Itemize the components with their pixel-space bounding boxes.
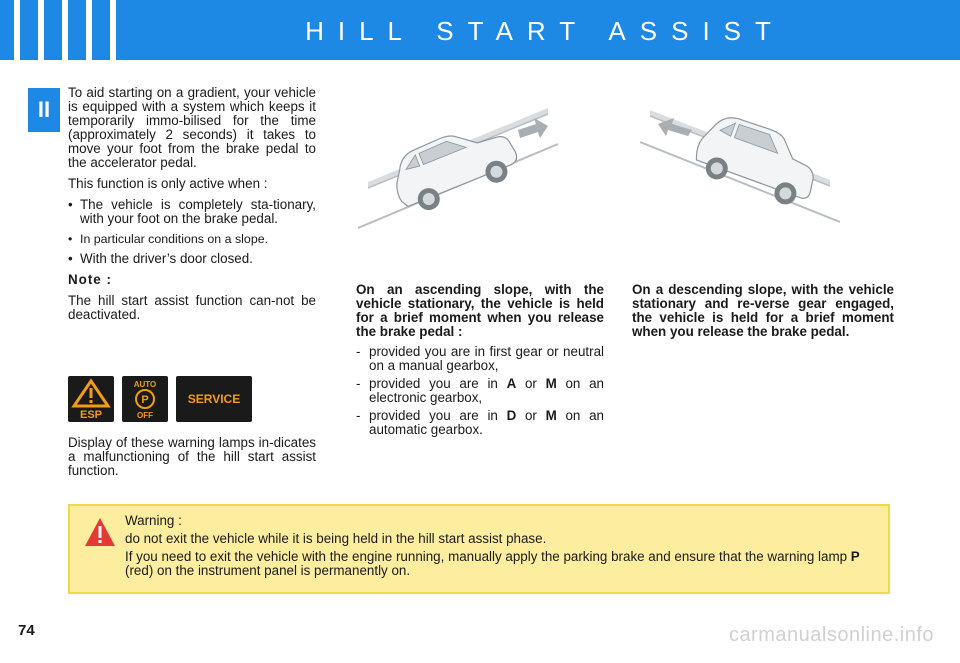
header-stripe (14, 0, 20, 60)
warning-body (125, 514, 880, 582)
list-item-text: provided you are in first gear or neutral on a manual gearbox, (369, 344, 604, 373)
off-label: OFF (137, 411, 153, 420)
conditions-list (68, 198, 316, 266)
service-lamp (176, 376, 252, 422)
lamp-caption (68, 436, 316, 478)
list-item-text: on an automatic gearbox. (369, 408, 604, 437)
descending-column (632, 283, 894, 345)
header-stripe (86, 0, 92, 60)
list-item-text: or (516, 376, 546, 391)
list-item (356, 345, 604, 373)
list-item-text: or (516, 408, 546, 423)
gear-letter: A (506, 376, 517, 391)
list-item-text: provided you are in (369, 408, 507, 423)
warning-text: If you need to exit the vehicle with the engine running, manually apply the parking brake and ensure that the warning lamp (125, 549, 851, 564)
p-label: P (141, 394, 149, 406)
note-text: The hill start assist function can-not be deactivated. (68, 293, 316, 322)
auto-p-off-lamp (122, 376, 168, 422)
gear-letter: M (545, 408, 557, 423)
intro-paragraph: To aid starting on a gradient, your vehicle is equipped with a system which keeps it temporarily immo-bilised for the time (approximately 2 seconds) it takes to move your foot from the brake pedal to the accelerator pedal. (68, 85, 316, 170)
list-item-text: provided you are in (369, 376, 507, 391)
gear-letter: M (545, 376, 557, 391)
intro-column (68, 86, 316, 329)
auto-label: AUTO (133, 380, 157, 389)
list-item (356, 377, 604, 405)
page-title: HILL START ASSIST (305, 16, 785, 46)
list-item-text: on an electronic gearbox, (369, 376, 604, 405)
chapter-tab[interactable]: II (28, 88, 60, 132)
esp-warning-icon (68, 376, 114, 422)
list-item: • In particular conditions on a slope. (68, 232, 316, 246)
warning-text: (red) on the instrument panel is permanently on. (125, 563, 411, 578)
descending-car-illustration (640, 100, 840, 230)
lamp-caption-text: Display of these warning lamps in-dicates a malfunctioning of the hill start assist function. (68, 435, 316, 478)
page-number: 74 (18, 622, 35, 639)
list-item: • The vehicle is completely sta-tionary, with your foot on the brake pedal. (68, 198, 316, 226)
ascending-car-illustration (358, 100, 558, 230)
descending-heading: On a descending slope, with the vehicle stationary and re-verse gear engaged, the vehicle is held for a brief moment when you release the brake pedal. (632, 282, 894, 339)
header-stripe (110, 0, 116, 60)
warning-triangle-icon (84, 516, 116, 548)
warning-title: Warning : (125, 513, 182, 528)
esp-lamp (68, 376, 114, 422)
warning-line-1: do not exit the vehicle while it is being held in the hill start assist phase. (125, 531, 547, 546)
warning-box (68, 504, 890, 594)
service-label: SERVICE (187, 392, 241, 406)
esp-label: ESP (79, 409, 103, 421)
watermark: carmanualsonline.info (728, 624, 934, 646)
warning-lamp-letter: P (850, 549, 860, 564)
gear-letter: D (506, 408, 517, 423)
parking-brake-icon (122, 376, 168, 422)
header-stripe (38, 0, 44, 60)
warning-lamps (68, 376, 258, 422)
header-stripe (62, 0, 68, 60)
list-item: • With the driver’s door closed. (68, 252, 316, 266)
warning-line-2 (125, 550, 880, 578)
service-icon (176, 376, 252, 422)
ascending-column (356, 283, 604, 441)
note-title: Note : (68, 272, 112, 287)
conditions-intro: This function is only active when : (68, 176, 268, 191)
ascending-heading: On an ascending slope, with the vehicle stationary, the vehicle is held for a brief moment when you release the brake pedal : (356, 282, 604, 339)
ascending-list (356, 345, 604, 437)
page-header (0, 0, 960, 60)
list-item (356, 409, 604, 437)
